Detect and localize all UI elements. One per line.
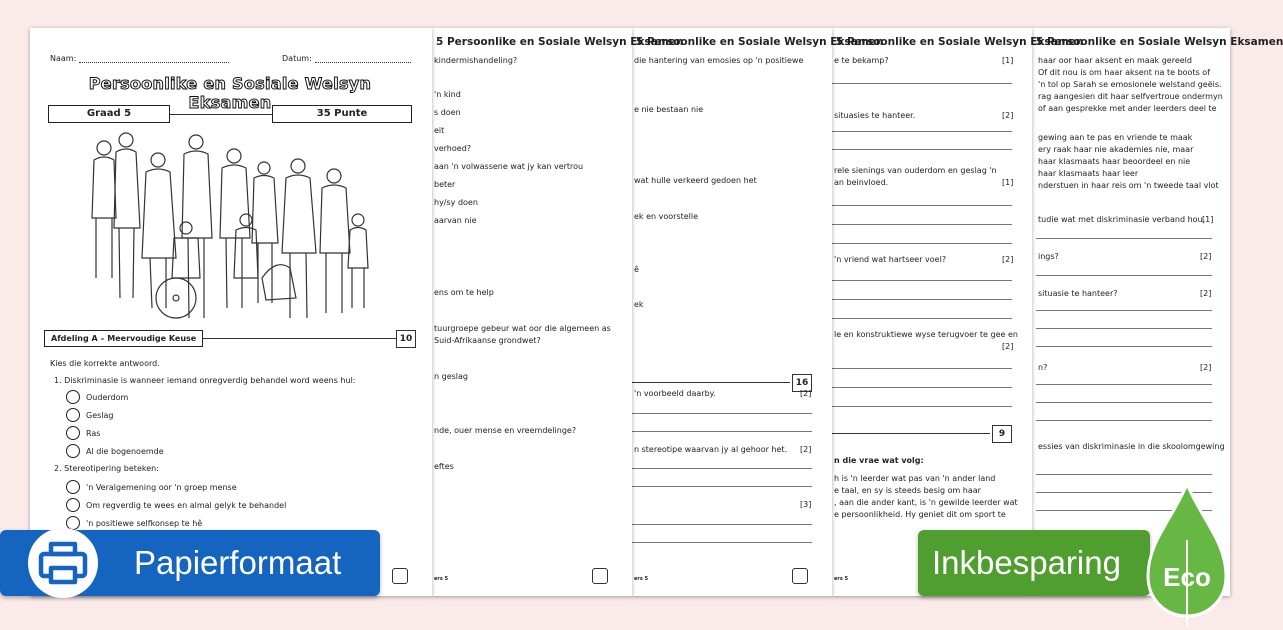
question-text: ens om te help — [434, 288, 494, 297]
date-field — [282, 54, 411, 63]
page-header: 5 Persoonlike en Sosiale Welsyn Eksamen — [1036, 36, 1283, 48]
option-label: Ouderdom — [86, 393, 129, 402]
grade-box: Graad 5 — [48, 105, 170, 123]
section-score-box: 16 — [792, 374, 812, 392]
worksheet-page-1 — [30, 28, 432, 596]
question-text: aarvan nie — [434, 216, 477, 225]
paper-format-label: Papierformaat — [134, 544, 342, 581]
mark: [1] — [1202, 215, 1214, 224]
passage-line: rag aangesien dit haar selfvertroue ondermyn — [1038, 92, 1223, 101]
eco-drop-icon — [1142, 480, 1232, 626]
mark: [2] — [1200, 289, 1212, 298]
mark: [2] — [800, 389, 812, 398]
section-divider — [632, 382, 790, 383]
option-label: Al die bogenoemde — [86, 447, 164, 456]
mark: [2] — [800, 445, 812, 454]
option-radio[interactable] — [66, 498, 80, 512]
passage-line: of aan gesprekke met ander leerders deel te — [1038, 104, 1217, 113]
question-text: 'n kind — [434, 90, 461, 99]
passage-line: gewing aan te pas en vriende te maak — [1038, 133, 1193, 142]
question-text: n stereotipe waarvan jy al gehoor het. — [634, 445, 788, 454]
answer-line — [832, 149, 1012, 150]
question-text: ek — [634, 300, 644, 309]
section-divider — [832, 433, 990, 434]
mark: [2] — [1200, 363, 1212, 372]
passage-line: Of dit nou is om haar aksent na te boots of — [1038, 68, 1211, 77]
answer-line — [632, 486, 812, 487]
section-heading: Afdeling A – Meervoudige Keuse — [44, 330, 203, 347]
name-line — [79, 62, 229, 63]
passage-line: haar klasmaats haar beoordeel en nie — [1038, 157, 1191, 166]
answer-line — [1036, 238, 1212, 239]
points-box: 35 Punte — [272, 105, 412, 123]
question-text: n geslag — [434, 372, 468, 381]
answer-line — [832, 280, 1012, 281]
question-text: beter — [434, 180, 456, 189]
printer-icon-circle — [28, 528, 98, 598]
answer-line — [832, 205, 1012, 206]
question-1: 1. Diskriminasie is wanneer iemand onregverdig behandel word weens hul: — [54, 376, 356, 385]
option-label: 'n Veralgemening oor 'n groep mense — [86, 483, 237, 492]
section-score-box: 10 — [396, 330, 416, 348]
eco-label: Eco — [1163, 562, 1211, 592]
mark: [2] — [1002, 255, 1014, 264]
passage-line: , aan die ander kant, is 'n gewilde leerder wat — [834, 498, 1018, 507]
answer-line — [832, 224, 1012, 225]
passage-line: h is 'n leerder wat pas van 'n ander land — [834, 474, 996, 483]
answer-line — [1036, 420, 1212, 421]
question-text: rele sienings van ouderdom en geslag 'n — [834, 166, 997, 175]
answer-line — [632, 468, 812, 469]
answer-line — [1036, 384, 1212, 385]
printer-icon — [28, 528, 98, 598]
mark: [2] — [1200, 252, 1212, 261]
question-text: situasies te hanteer. — [834, 111, 916, 120]
option-radio[interactable] — [66, 480, 80, 494]
question-text: ê — [634, 265, 639, 274]
page-header: 5 Persoonlike en Sosiale Welsyn Eksamen — [836, 36, 1084, 48]
answer-line — [632, 524, 812, 525]
question-text: wat hulle verkeerd gedoen het — [634, 176, 757, 185]
question-text: 'n vriend wat hartseer voel? — [834, 255, 947, 264]
twinkl-logo-icon — [592, 568, 608, 584]
question-text: n? — [1038, 363, 1048, 372]
answer-line — [832, 83, 1012, 84]
people-illustration — [86, 128, 378, 326]
question-text: e nie bestaan nie — [634, 105, 704, 114]
answer-line — [832, 387, 1012, 388]
question-text: 'n voorbeeld daarby. — [634, 389, 716, 398]
question-text: situasie te hanteer? — [1038, 289, 1118, 298]
option-label: Geslag — [86, 411, 114, 420]
page-title: Persoonlike en Sosiale Welsyn Eksamen — [88, 74, 372, 112]
answer-line — [1036, 346, 1212, 347]
question-text: an beinvloed. — [834, 178, 889, 187]
option-radio[interactable] — [66, 426, 80, 440]
question-text: tuurgroepe gebeur wat oor die algemeen as — [434, 324, 611, 333]
answer-line — [1036, 310, 1212, 311]
mark: [2] — [1002, 342, 1014, 351]
mark: [2] — [1002, 111, 1014, 120]
name-field — [50, 54, 229, 63]
section-score-box: 9 — [992, 425, 1012, 443]
question-text: essies van diskriminasie in die skoolomgewing — [1038, 442, 1225, 451]
mark: [3] — [800, 500, 812, 509]
question-text: kindermishandeling? — [434, 56, 518, 65]
question-text: nde, ouer mense en vreemdelinge? — [434, 426, 577, 435]
answer-line — [832, 318, 1012, 319]
page-header: 5 Persoonlike en Sosiale Welsyn Eksamen — [636, 36, 884, 48]
page-footer: ers 5 — [434, 576, 449, 582]
option-label: 'n positiewe selfkonsep te hê — [86, 519, 203, 528]
twinkl-logo-icon — [392, 568, 408, 584]
date-label: Datum: — [282, 54, 312, 63]
answer-line — [1036, 402, 1212, 403]
passage-line: 'n tol op Sarah se emosionele welstand geëis. — [1038, 80, 1222, 89]
question-text: verhoed? — [434, 144, 472, 153]
instruction-text: Kies die korrekte antwoord. — [50, 359, 160, 368]
mark: [1] — [1002, 56, 1014, 65]
answer-line — [832, 299, 1012, 300]
option-label: Ras — [86, 429, 101, 438]
answer-line — [632, 431, 812, 432]
answer-line — [632, 413, 812, 414]
twinkl-logo-icon — [792, 568, 808, 584]
question-text: hy/sy doen — [434, 198, 478, 207]
passage-line: haar oor haar aksent en maak gereeld — [1038, 56, 1192, 65]
question-text: eit — [434, 126, 445, 135]
question-text: die hantering van emosies op 'n positiewe — [634, 56, 804, 65]
answer-line — [832, 243, 1012, 244]
question-text: ings? — [1038, 252, 1059, 261]
passage-intro: n die vrae wat volg: — [834, 456, 924, 465]
answer-line — [832, 406, 1012, 407]
question-text: tudie wat met diskriminasie verband hou. — [1038, 215, 1206, 224]
passage-line: nderstuen in haar reis om 'n tweede taal vlot — [1038, 181, 1219, 190]
option-radio[interactable] — [66, 444, 80, 458]
question-text: e te bekamp? — [834, 56, 889, 65]
passage-line: haar klasmaats haar leer — [1038, 169, 1139, 178]
answer-line — [632, 542, 812, 543]
answer-line — [832, 131, 1012, 132]
option-radio[interactable] — [66, 390, 80, 404]
ink-saving-badge[interactable] — [918, 530, 1150, 596]
passage-line: e taal, en sy is steeds besig om haar — [834, 486, 981, 495]
option-radio[interactable] — [66, 408, 80, 422]
page-footer: ers 5 — [634, 576, 649, 582]
paper-format-badge[interactable] — [0, 530, 380, 596]
date-line — [315, 62, 411, 63]
question-2: 2. Stereotipering beteken: — [54, 464, 159, 473]
mark: [1] — [1002, 178, 1014, 187]
page-footer: ers 5 — [834, 576, 849, 582]
option-label: Om regverdig te wees en almal gelyk te behandel — [86, 501, 287, 510]
question-text: le en konstruktiewe wyse terugvoer te gee en — [834, 330, 1018, 339]
passage-line: ery raak haar nie akademies nie, maar — [1038, 145, 1194, 154]
question-text: ek en voorstelle — [634, 212, 699, 221]
question-text: aan 'n volwassene wat jy kan vertrou — [434, 162, 584, 171]
question-text: Suid-Afrikaanse grondwet? — [434, 336, 541, 345]
answer-line — [832, 368, 1012, 369]
answer-line — [1036, 474, 1212, 475]
question-text: s doen — [434, 108, 461, 117]
answer-line — [1036, 275, 1212, 276]
name-label: Naam: — [50, 54, 77, 63]
answer-line — [1036, 328, 1212, 329]
ink-saving-label: Inkbesparing — [932, 544, 1121, 581]
passage-line: e persoonlikheid. Hy geniet dit om sport te — [834, 510, 1006, 519]
question-text: eftes — [434, 462, 454, 471]
page-header: 5 Persoonlike en Sosiale Welsyn Eksamen — [436, 36, 684, 48]
